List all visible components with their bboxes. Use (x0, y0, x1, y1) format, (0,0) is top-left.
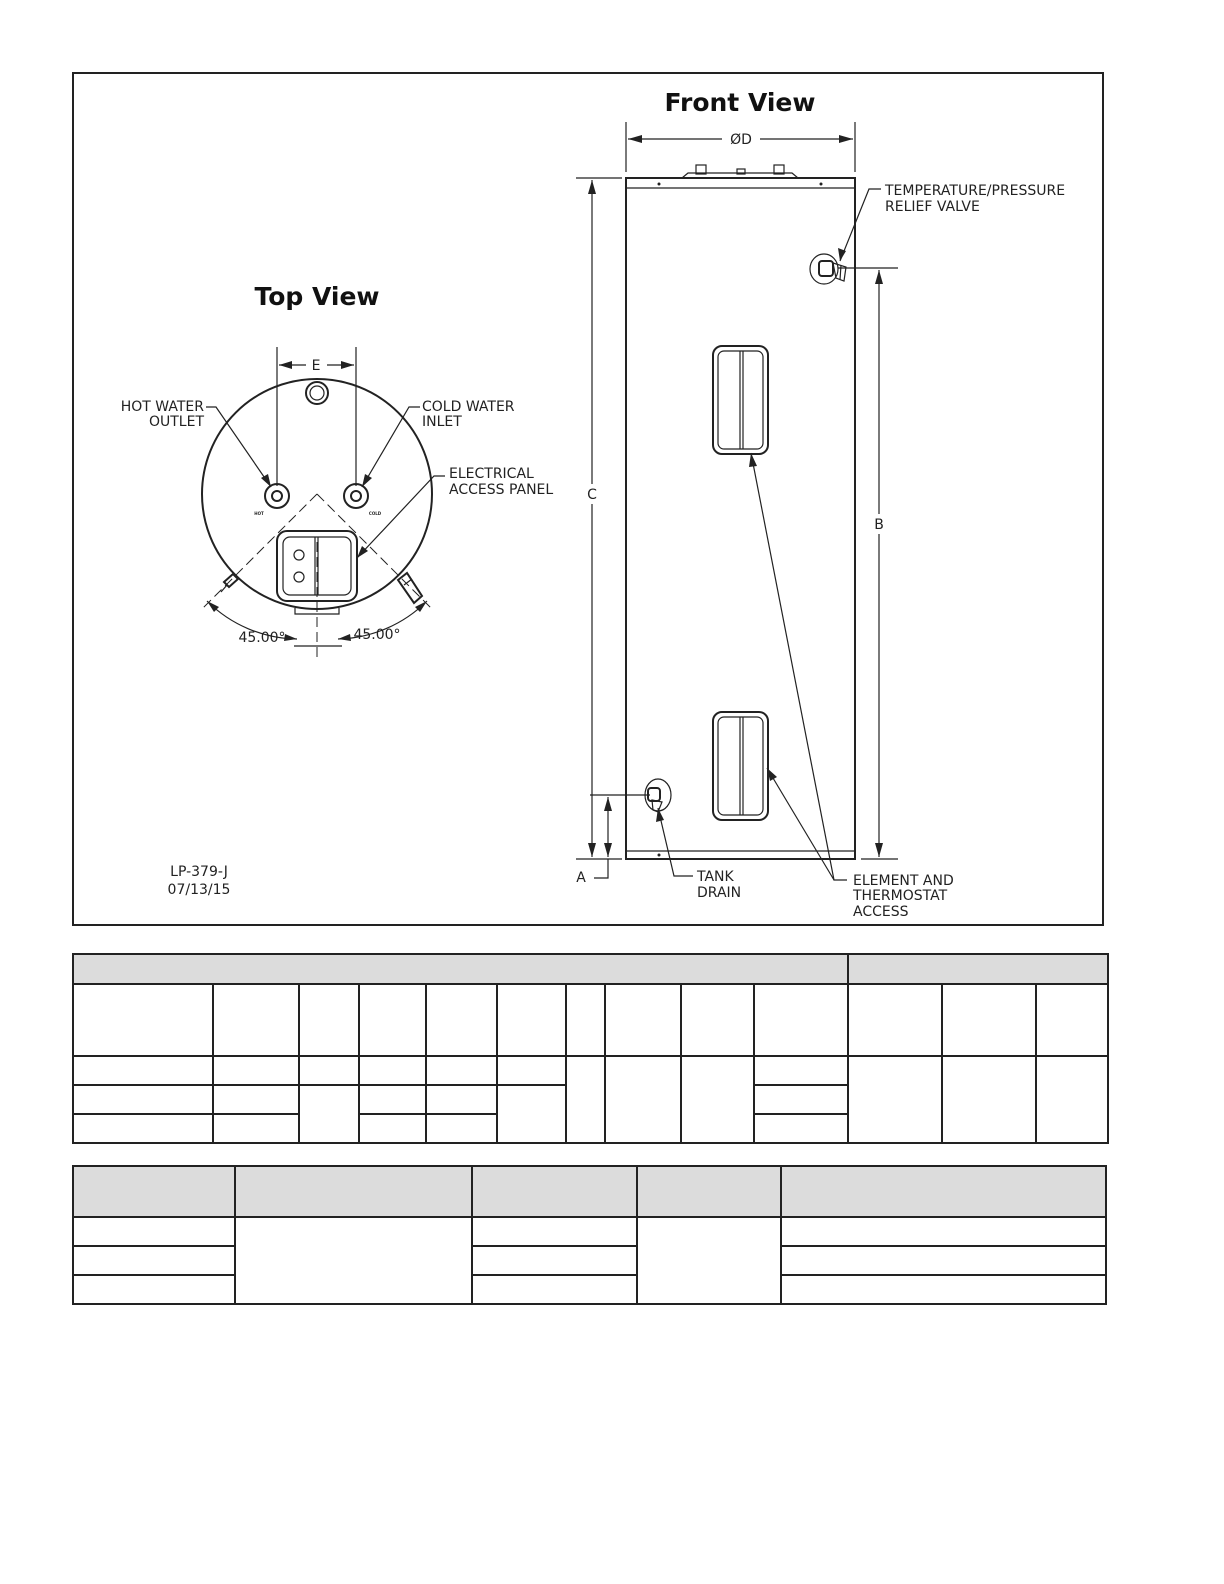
angle-label-right: 45.00° (353, 627, 401, 643)
table-header-cell (73, 984, 213, 1056)
hot-water-callout-line2: OUTLET (148, 414, 204, 430)
table-cell (566, 1056, 605, 1143)
dimension-d-label: ØD (730, 132, 752, 148)
table-cell (73, 1217, 235, 1246)
spec-table-header-row (73, 984, 1108, 1056)
table-header-cell (566, 984, 605, 1056)
table-header-cell (213, 984, 299, 1056)
table-header-cell (637, 1166, 781, 1217)
table-cell (359, 1085, 426, 1114)
drawing-id: LP-379-J (170, 864, 228, 880)
element-access-callout-line2: THERMOSTAT (853, 888, 948, 904)
spec-table-group-header (848, 954, 1108, 984)
table-cell (426, 1114, 497, 1143)
technical-drawing (74, 74, 1104, 926)
table-cell (426, 1085, 497, 1114)
table-cell (848, 1056, 942, 1143)
table-header-cell (681, 984, 754, 1056)
lower-element-access-panel (713, 712, 768, 820)
table-header-cell (359, 984, 426, 1056)
dimension-e-label: E (311, 358, 321, 374)
top-view-title: Top View (254, 282, 380, 311)
table-cell (299, 1056, 359, 1085)
table-cell (754, 1114, 848, 1143)
table-cell (781, 1275, 1106, 1304)
cold-water-callout-line1: COLD WATER (422, 399, 515, 415)
spec-table (72, 953, 1109, 1144)
spec-table-group-header (73, 954, 848, 984)
table-cell (605, 1056, 681, 1143)
table-cell (299, 1085, 359, 1143)
table-header-cell (781, 1166, 1106, 1217)
table-row (73, 1275, 1106, 1304)
table-header-cell (472, 1166, 637, 1217)
table-cell (235, 1217, 472, 1304)
angle-label-left: 45.00° (238, 630, 286, 646)
table-cell (497, 1085, 566, 1143)
secondary-table (72, 1165, 1107, 1305)
front-view-title: Front View (664, 88, 816, 117)
table-header-cell (235, 1166, 472, 1217)
table-row (73, 1246, 1106, 1275)
table-cell (359, 1056, 426, 1085)
top-view (121, 347, 554, 662)
hot-fitting-label: HOT (254, 511, 264, 516)
side-fitting-right-icon (398, 573, 422, 603)
electrical-panel-callout-line2: ACCESS PANEL (449, 482, 554, 498)
upper-element-access-panel (713, 346, 768, 454)
secondary-table-header-row (73, 1166, 1106, 1217)
table-cell (426, 1056, 497, 1085)
cold-fitting-label: COLD (368, 511, 382, 516)
cold-water-inlet-icon (344, 484, 368, 508)
dimension-a-label: A (576, 870, 586, 886)
front-view (576, 122, 1065, 920)
table-cell (754, 1085, 848, 1114)
table-cell (213, 1085, 299, 1114)
table-header-cell (426, 984, 497, 1056)
table-header-cell (299, 984, 359, 1056)
table-cell (472, 1217, 637, 1246)
table-cell (359, 1114, 426, 1143)
table-cell (681, 1056, 754, 1143)
table-cell (781, 1246, 1106, 1275)
relief-valve-callout-line1: TEMPERATURE/PRESSURE (885, 183, 1066, 199)
dimension-b-label: B (874, 517, 884, 533)
table-cell (942, 1056, 1036, 1143)
element-access-callout-line3: ACCESS (853, 904, 909, 920)
table-header-cell (73, 1166, 235, 1217)
side-fitting-left-icon (221, 574, 238, 592)
table-cell (1036, 1056, 1108, 1143)
hot-water-outlet-icon (265, 484, 289, 508)
table-cell (73, 1275, 235, 1304)
table-cell (73, 1056, 213, 1085)
table-cell (781, 1217, 1106, 1246)
table-header-cell (942, 984, 1036, 1056)
table-cell (472, 1246, 637, 1275)
table-cell (472, 1275, 637, 1304)
tank-drain-callout-line1: TANK (697, 869, 734, 885)
table-row (73, 1056, 1108, 1085)
cold-water-callout-line2: INLET (422, 414, 462, 430)
electrical-panel-callout-line1: ELECTRICAL (449, 466, 534, 482)
relief-valve-callout-line2: RELIEF VALVE (885, 199, 980, 215)
technical-drawing-frame (72, 72, 1104, 926)
table-cell (497, 1056, 566, 1085)
table-header-cell (605, 984, 681, 1056)
table-cell (213, 1114, 299, 1143)
table-cell (73, 1246, 235, 1275)
table-header-cell (848, 984, 942, 1056)
table-cell (213, 1056, 299, 1085)
hot-water-callout-line1: HOT WATER (120, 399, 204, 415)
table-header-cell (497, 984, 566, 1056)
table-cell (73, 1085, 213, 1114)
tank-drain-callout-line2: DRAIN (697, 885, 742, 901)
tank-drain-icon (645, 779, 671, 812)
table-cell (73, 1114, 213, 1143)
table-cell (754, 1056, 848, 1085)
table-header-cell (1036, 984, 1108, 1056)
dimension-c-label: C (587, 487, 597, 503)
table-header-cell (754, 984, 848, 1056)
element-access-callout-line1: ELEMENT AND (853, 873, 954, 889)
table-row (73, 1217, 1106, 1246)
table-cell (637, 1217, 781, 1304)
drawing-date: 07/13/15 (167, 882, 231, 898)
